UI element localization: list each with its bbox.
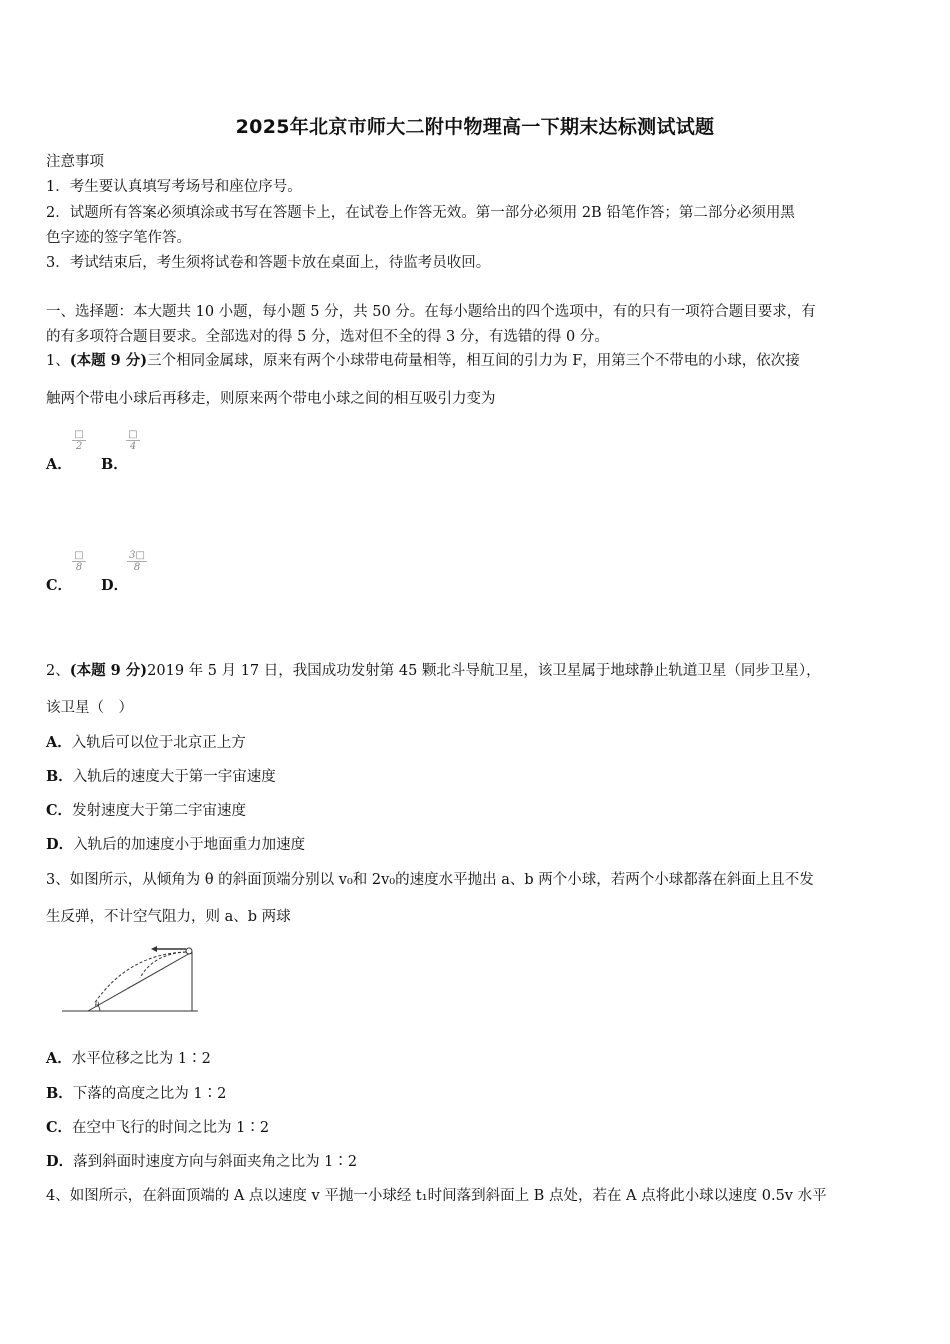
q3-option-d [46, 1152, 357, 1172]
q1-option-a-fraction [72, 429, 86, 452]
question-3-cont: 生反弹，不计空气阻力，则 a、b 两球 [46, 909, 291, 925]
section-intro-cont: 的有多项符合题目要求。全部选对的得 5 分，选对但不全的得 3 分，有选错的得 0 分。 [46, 329, 609, 345]
question-2 [46, 661, 821, 681]
incline-projectile-figure [58, 940, 208, 1015]
question-3: 3、如图所示，从倾角为 θ 的斜面顶端分别以 v₀和 2v₀的速度水平抛出 a、b 两个小球，若两个小球都落在斜面上且不发 [46, 872, 814, 888]
option-label: D． [46, 1153, 74, 1170]
q1-option-c-label: C． [46, 577, 73, 594]
option-text: 发射速度大于第二宇宙速度 [72, 803, 247, 819]
notice-item-1: 1．考生要认真填写考场号和座位序号。 [46, 179, 302, 195]
question-score-tag: (本题 9 分) [69, 352, 148, 369]
page-title: 2025年北京市师大二附中物理高一下期末达标测试试题 [235, 116, 715, 138]
ball-at-top [186, 948, 192, 954]
section-intro: 一、选择题：本大题共 10 小题，每小题 5 分，共 50 分。在每小题给出的四个选项中，有的只有一项符合题目要求，有 [46, 304, 816, 320]
q1-option-b-label: B． [101, 456, 128, 473]
option-label: A． [46, 734, 72, 751]
q1-option-c-fraction [72, 550, 86, 573]
q1-option-a-label: A． [46, 456, 72, 473]
notice-heading: 注意事项 [46, 154, 104, 170]
q1-option-d-label: D． [101, 577, 129, 594]
fraction-numerator: 3□ [127, 550, 147, 562]
question-1 [46, 351, 800, 371]
notice-item-2-cont: 色字迹的签字笔作答。 [46, 230, 191, 246]
fraction-numerator: □ [126, 429, 140, 441]
q1-option-d-fraction [127, 550, 147, 573]
option-text: 入轨后可以位于北京正上方 [71, 735, 246, 751]
trajectory-a [140, 952, 186, 978]
question-1-cont: 触两个带电小球后再移走，则原来两个带电小球之间的相互吸引力变为 [46, 391, 496, 407]
incline-line [88, 952, 192, 1011]
option-label: C． [46, 802, 73, 819]
option-text: 在空中飞行的时间之比为 1∶2 [72, 1120, 270, 1136]
q2-option-c [46, 801, 246, 821]
fraction-denominator: 4 [129, 441, 137, 452]
fraction-denominator: 8 [133, 562, 141, 573]
fraction-denominator: 8 [75, 562, 83, 573]
option-text: 落到斜面时速度方向与斜面夹角之比为 1∶2 [73, 1154, 358, 1170]
velocity-arrowhead [151, 946, 157, 952]
q3-option-b [46, 1084, 226, 1104]
fraction-numerator: □ [72, 550, 86, 562]
q2-option-a [46, 733, 246, 753]
question-text: 2019 年 5 月 17 日，我国成功发射第 45 颗北斗导航卫星，该卫星属于地球静止轨道卫星（同步卫星）， [147, 663, 821, 679]
fraction-denominator: 2 [75, 441, 83, 452]
fraction-numerator: □ [72, 429, 86, 441]
option-label: D． [46, 836, 74, 853]
q2-option-b [46, 767, 276, 787]
option-label: A． [46, 1050, 72, 1067]
question-score-tag: (本题 9 分) [69, 662, 148, 679]
notice-item-2: 2．试题所有答案必须填涂或书写在答题卡上，在试卷上作答无效。第一部分必须用 2B 铅笔作答；第二部分必须用黑 [46, 205, 795, 221]
question-number: 2、 [46, 663, 70, 679]
q3-option-a [46, 1049, 211, 1069]
question-text: 三个相同金属球，原来有两个小球带电荷量相等，相互间的引力为 F，用第三个不带电的小球，依次接 [147, 353, 800, 369]
question-4: 4、如图所示，在斜面顶端的 A 点以速度 v 平抛一小球经 t₁时间落到斜面上 B 点处，若在 A 点将此小球以速度 0.5v 水平 [46, 1188, 827, 1204]
angle-theta-label: θ [95, 1001, 100, 1009]
q3-option-c [46, 1118, 269, 1138]
notice-item-3: 3．考试结束后，考生须将试卷和答题卡放在桌面上，待监考员收回。 [46, 255, 491, 271]
option-text: 入轨后的速度大于第一宇宙速度 [72, 769, 276, 785]
question-2-cont: 该卫星（ ） [46, 700, 133, 716]
option-text: 水平位移之比为 1∶2 [71, 1051, 211, 1067]
option-text: 下落的高度之比为 1∶2 [72, 1086, 227, 1102]
option-text: 入轨后的加速度小于地面重力加速度 [73, 837, 306, 853]
q1-option-b-fraction [126, 429, 140, 452]
option-label: B． [46, 1085, 73, 1102]
q2-option-d [46, 835, 305, 855]
question-number: 1、 [46, 353, 70, 369]
option-label: B． [46, 768, 73, 785]
option-label: C． [46, 1119, 73, 1136]
